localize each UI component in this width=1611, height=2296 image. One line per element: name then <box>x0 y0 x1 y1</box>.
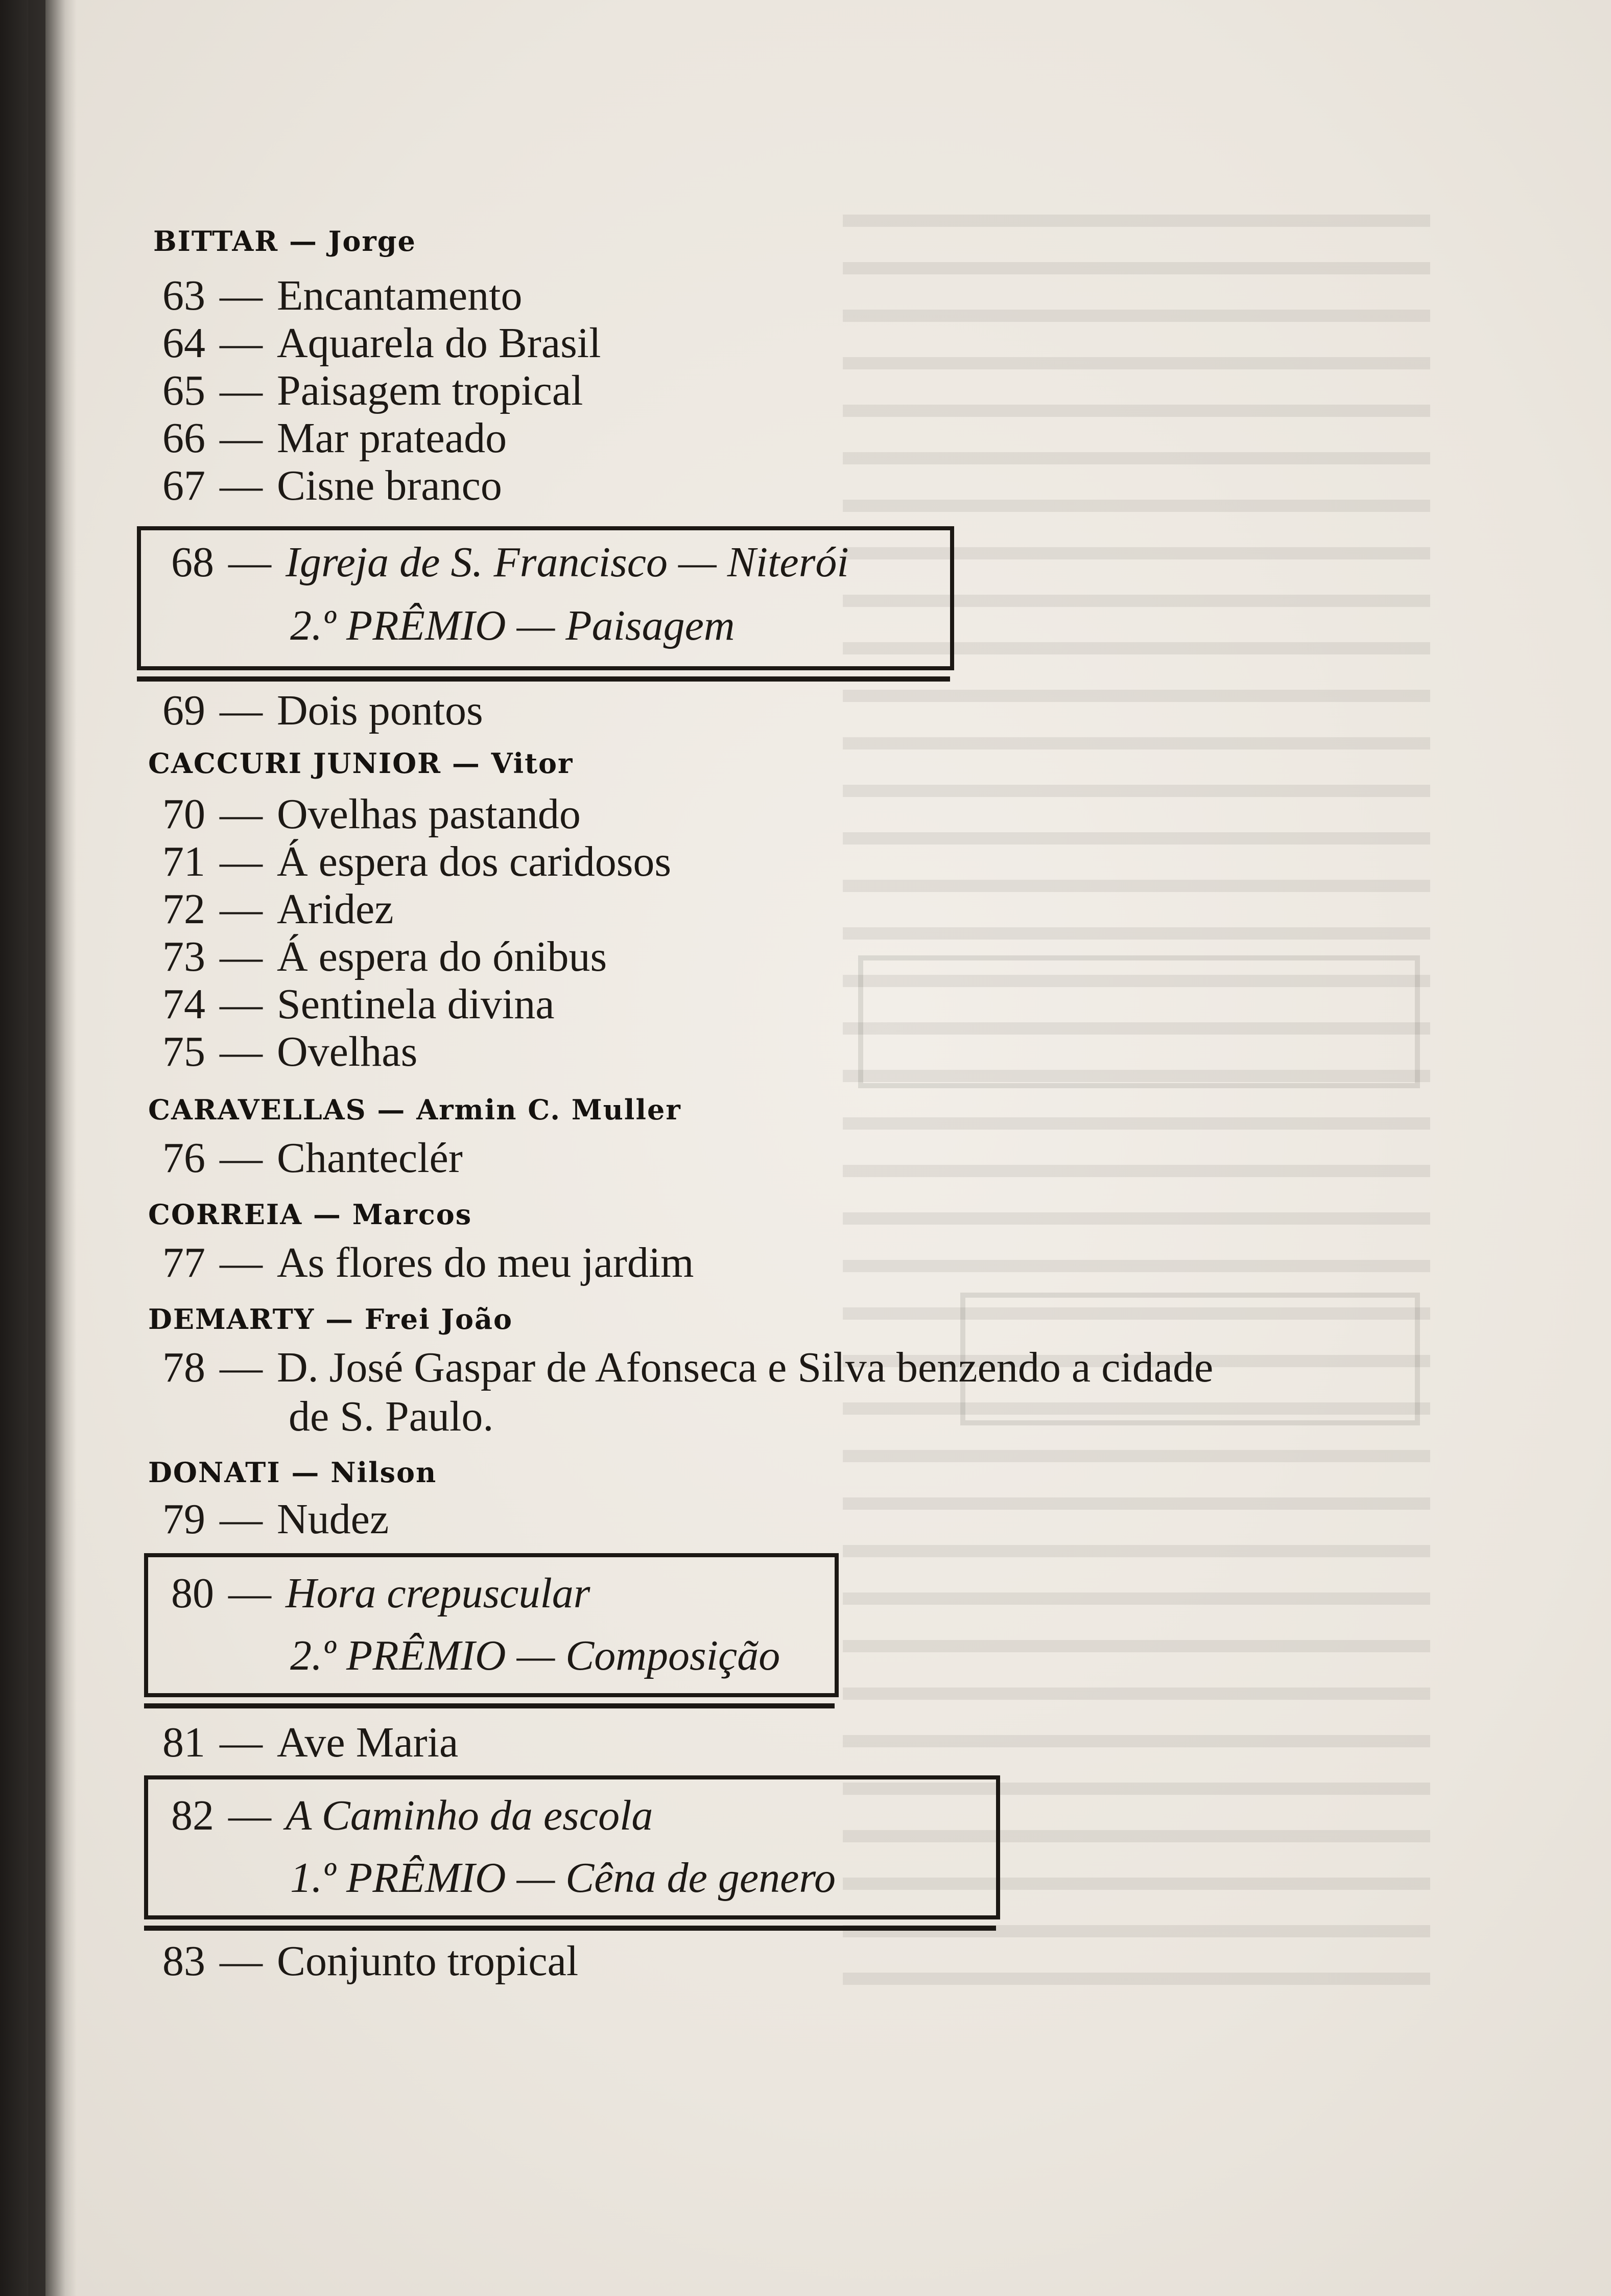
entry-number: 83 <box>162 1937 205 1985</box>
entry-number: 75 <box>162 1028 205 1075</box>
entry-dash: — <box>220 1719 263 1766</box>
entry-title: As flores do meu jardim <box>277 1239 694 1286</box>
award-label: 2.º PRÊMIO — Paisagem <box>290 602 735 649</box>
entry-dash: — <box>220 462 263 509</box>
entry-title: Ovelhas pastando <box>277 790 581 838</box>
catalog-entry <box>162 1133 463 1183</box>
author-heading: CARAVELLAS — Armin C. Muller <box>148 1093 681 1126</box>
entry-title: Hora crepuscular <box>286 1569 590 1617</box>
book-binding-edge <box>28 0 45 2296</box>
entry-number: 68 <box>171 538 214 586</box>
entry-number: 79 <box>162 1495 205 1543</box>
entry-dash: — <box>228 538 271 586</box>
entry-title: A Caminho da escola <box>286 1792 653 1839</box>
entry-number: 77 <box>162 1239 205 1286</box>
entry-number: 63 <box>162 272 205 319</box>
entry-number: 65 <box>162 367 205 414</box>
catalog-entry <box>162 1027 417 1076</box>
entry-title: Á espera do ónibus <box>277 933 607 980</box>
entry-title: Ave Maria <box>277 1719 459 1766</box>
catalog-entry <box>162 1343 1213 1392</box>
catalog-entry-awarded <box>171 537 849 587</box>
entry-title: Igreja de S. Francisco — Niterói <box>286 538 849 586</box>
entry-dash: — <box>220 1028 263 1075</box>
entry-title: Cisne branco <box>277 462 502 509</box>
author-heading: CACCURI JUNIOR — Vitor <box>148 747 574 780</box>
author-heading: DONATI — Nilson <box>148 1456 437 1489</box>
entry-title-continuation: de S. Paulo. <box>289 1393 494 1440</box>
entry-title: Ovelhas <box>277 1028 418 1075</box>
entry-title: Conjunto tropical <box>277 1937 579 1985</box>
entry-dash: — <box>220 367 263 414</box>
entry-title: Chanteclér <box>277 1134 463 1182</box>
entry-number: 67 <box>162 462 205 509</box>
catalog-entry <box>162 366 583 415</box>
author-heading: DEMARTY — Frei João <box>148 1303 513 1336</box>
entry-number: 76 <box>162 1134 205 1182</box>
entry-dash: — <box>220 687 263 734</box>
author-heading: BITTAR — Jorge <box>153 225 416 257</box>
entry-number: 72 <box>162 885 205 933</box>
entry-title: Aridez <box>277 885 394 933</box>
award-label: 1.º PRÊMIO — Cêna de genero <box>290 1854 836 1902</box>
entry-number: 73 <box>162 933 205 980</box>
entry-dash: — <box>220 319 263 367</box>
entry-dash: — <box>220 414 263 462</box>
entry-dash: — <box>220 838 263 885</box>
entry-dash: — <box>228 1569 271 1617</box>
entry-title: Nudez <box>277 1495 389 1543</box>
entry-number: 78 <box>162 1344 205 1391</box>
entry-dash: — <box>220 1495 263 1543</box>
entry-title: Encantamento <box>277 272 523 319</box>
catalog-entry <box>162 413 507 463</box>
entry-dash: — <box>220 980 263 1028</box>
catalog-entry <box>162 1238 694 1287</box>
catalog-entry <box>162 271 522 320</box>
catalog-entry-awarded <box>171 1568 590 1618</box>
entry-title: Á espera dos caridosos <box>277 838 672 885</box>
catalog-entry <box>162 932 607 981</box>
catalog-entry <box>162 979 555 1029</box>
entry-number: 74 <box>162 980 205 1028</box>
entry-dash: — <box>220 272 263 319</box>
bleed-through-box <box>858 955 1420 1088</box>
entry-number: 81 <box>162 1719 205 1766</box>
award-label: 2.º PRÊMIO — Composição <box>290 1632 780 1679</box>
catalog-entry <box>162 461 502 510</box>
catalog-entry <box>162 789 581 839</box>
entry-title: Paisagem tropical <box>277 367 583 414</box>
entry-number: 66 <box>162 414 205 462</box>
entry-dash: — <box>220 1937 263 1985</box>
entry-title: Aquarela do Brasil <box>277 319 601 367</box>
entry-title: Mar prateado <box>277 414 507 462</box>
catalog-entry <box>162 1936 578 1986</box>
entry-number: 70 <box>162 790 205 838</box>
entry-number: 80 <box>171 1569 214 1617</box>
entry-dash: — <box>220 1134 263 1182</box>
entry-number: 82 <box>171 1792 214 1839</box>
catalog-entry <box>162 884 394 934</box>
entry-number: 71 <box>162 838 205 885</box>
entry-title: Dois pontos <box>277 687 483 734</box>
catalog-entry-awarded <box>171 1791 653 1840</box>
entry-dash: — <box>220 1344 263 1391</box>
entry-dash: — <box>220 933 263 980</box>
catalog-entry <box>162 1718 458 1767</box>
catalog-entry <box>162 837 671 886</box>
bleed-through-text <box>843 215 1430 2003</box>
entry-title: Sentinela divina <box>277 980 555 1028</box>
catalog-entry <box>162 318 601 368</box>
catalog-entry <box>162 1494 389 1544</box>
catalog-entry <box>162 686 483 735</box>
entry-number: 64 <box>162 319 205 367</box>
entry-dash: — <box>220 790 263 838</box>
author-heading: CORREIA — Marcos <box>148 1198 472 1231</box>
entry-dash: — <box>228 1792 271 1839</box>
entry-title: D. José Gaspar de Afonseca e Silva benzendo a cidade <box>277 1344 1214 1391</box>
entry-dash: — <box>220 885 263 933</box>
entry-dash: — <box>220 1239 263 1286</box>
entry-number: 69 <box>162 687 205 734</box>
